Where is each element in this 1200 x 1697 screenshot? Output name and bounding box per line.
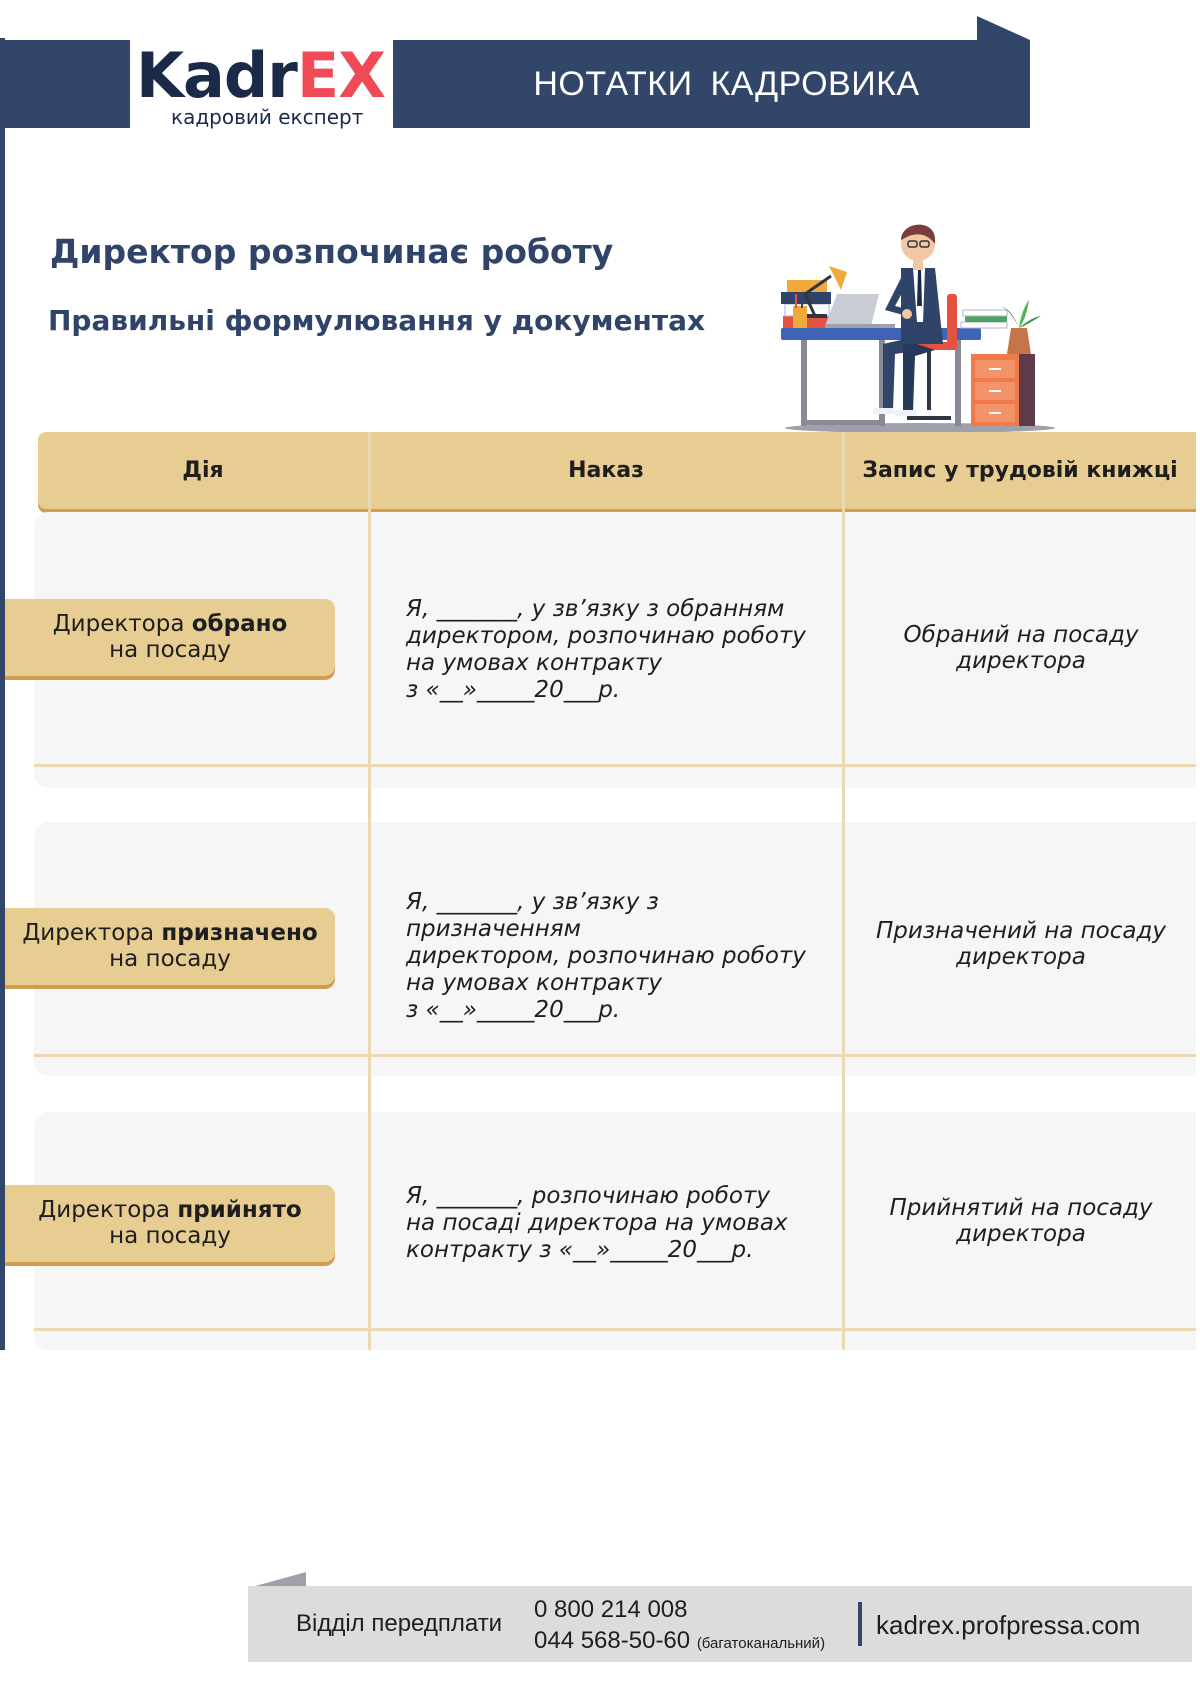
logo-wordmark: KadrEX — [136, 39, 385, 112]
column-divider — [368, 432, 371, 1350]
footer-subscription-label: Відділ передплати — [296, 1610, 503, 1637]
column-header-record: Запис у трудовій книжці — [862, 458, 1178, 483]
order-text: Я, _______, розпочинаю роботу на посаді директора на умовах контракту з «__»_____20___р. — [406, 1183, 788, 1263]
header-title: НОТАТКИ КАДРОВИКА — [533, 65, 920, 103]
row-divider — [34, 764, 1196, 767]
footer-phone-1[interactable]: 0 800 214 008 — [534, 1596, 688, 1623]
record-text: Призначений на посаду директора — [876, 918, 1166, 970]
order-text: Я, _______, у зв’язку з обранням директором, розпочинаю роботу на умовах контракту з «__»_____20___р. — [406, 596, 806, 703]
row-divider — [34, 1328, 1196, 1331]
order-text: Я, _______, у зв’язку з призначенням директором, розпочинаю роботу на умовах контракту з «__»_____20___р. — [406, 889, 806, 1023]
footer-divider — [858, 1602, 862, 1646]
page-title: Директор розпочинає роботу — [50, 232, 614, 271]
row-divider — [34, 1054, 1196, 1057]
column-header-action: Дія — [182, 458, 224, 483]
action-label-hired: Директора прийнято на посаду — [5, 1185, 335, 1262]
kadrex-logo — [130, 40, 393, 128]
footer-phone-2[interactable]: 044 568-50-60 (багатоканальний) — [534, 1627, 826, 1654]
office-worker-illustration — [775, 214, 1065, 434]
footer-phone-note: (багатоканальний) — [696, 1635, 826, 1652]
record-text: Обраний на посаду директора — [903, 622, 1139, 674]
column-header-order: Наказ — [568, 458, 644, 483]
logo-subtitle: кадровий експерт — [171, 105, 364, 129]
page-subtitle: Правильні формулювання у документах — [48, 304, 706, 337]
left-accent-rule — [0, 38, 5, 1350]
action-label-elected: Директора обрано на посаду — [5, 599, 335, 676]
footer-website-link[interactable]: kadrex.profpressa.com — [876, 1610, 1141, 1640]
header-bar-left — [5, 40, 130, 128]
column-divider — [842, 432, 845, 1350]
header-flag-corner — [977, 16, 1030, 42]
record-text: Прийнятий на посаду директора — [889, 1195, 1153, 1247]
action-label-appointed: Директора призначено на посаду — [5, 908, 335, 985]
